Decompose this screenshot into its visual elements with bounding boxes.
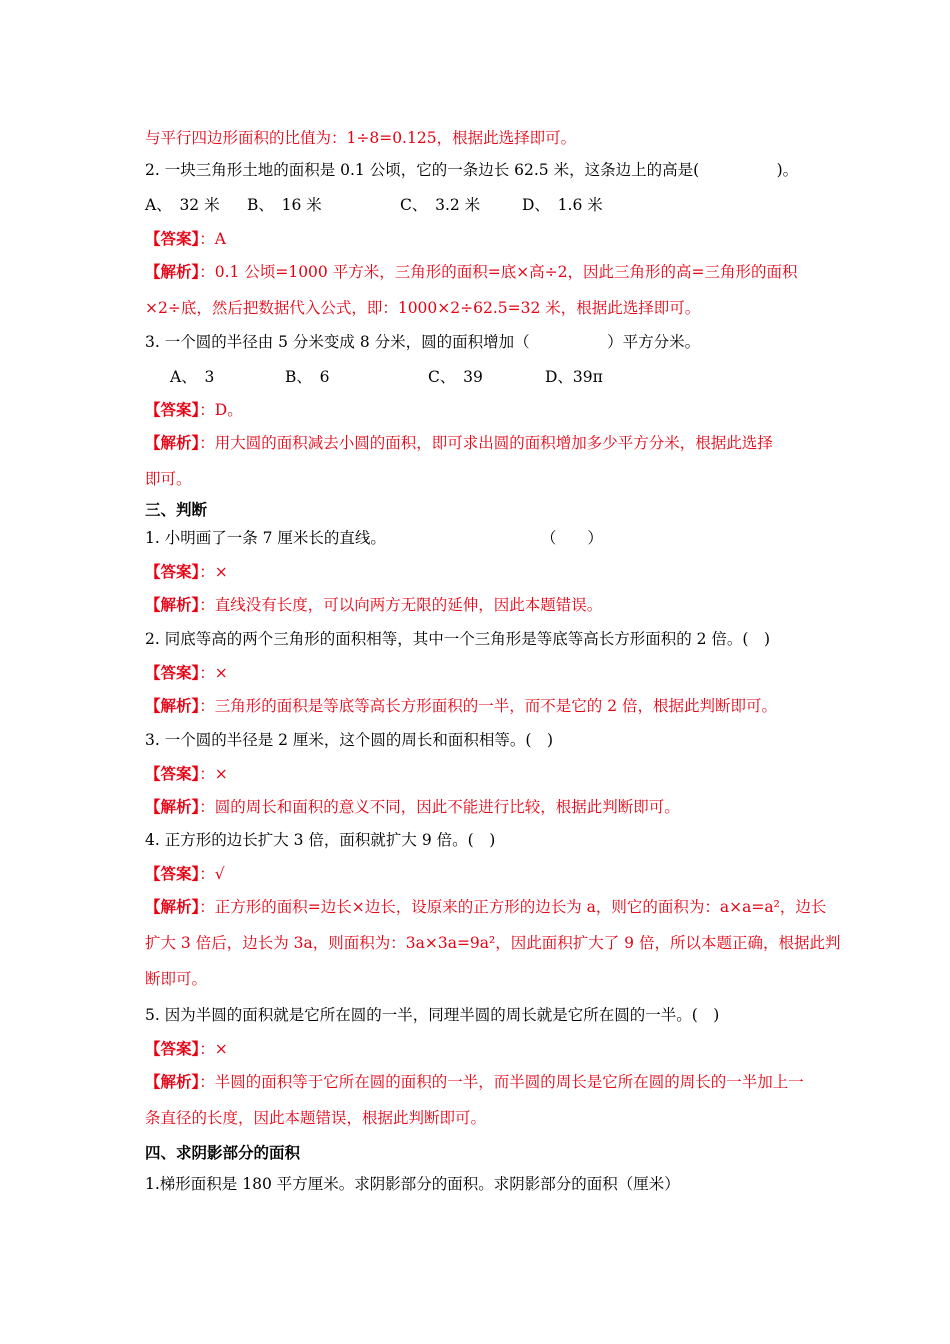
explanation-tag: 【解析】 [145,696,200,715]
judgement-2: 2. 同底等高的两个三角形的面积相等，其中一个三角形是等底等高长方形面积的 2 倍。( ) [145,630,771,648]
answer-tag: 【答案】 [145,864,200,883]
explanation-tag: 【解析】 [145,262,200,281]
explanation-line: 即可。 [145,470,192,488]
option-a: A、 32 米 [145,196,220,214]
answer-tag: 【答案】 [145,400,200,419]
explanation-text: ：半圆的面积等于它所在圆的面积的一半，而半圆的周长是它所在圆的周长的一半加上一 [199,1073,804,1091]
question-3-options [145,367,845,387]
section-heading-shaded-area: 四、求阴影部分的面积 [145,1143,301,1162]
explanation-line [145,897,826,917]
answer-line [145,764,228,784]
option-c: C、 3.2 米 [400,196,481,214]
explanation-text: ：用大圆的面积减去小圆的面积，即可求出圆的面积增加多少平方分米，根据此选择 [199,434,773,452]
answer-line [145,1039,228,1059]
answer-value: ：× [199,1040,228,1058]
explanation-line [145,433,773,453]
explanation-line: ×2÷底，然后把数据代入公式，即：1000×2÷62.5=32 米，根据此选择即可。 [145,299,701,317]
option-c: C、 39 [428,368,483,386]
answer-tag: 【答案】 [145,1039,200,1058]
explanation-text: ：0.1 公顷=1000 平方米，三角形的面积=底×高÷2，因此三角形的高=三角形的面积 [199,263,798,281]
option-b: B、 6 [285,368,330,386]
explanation-line [145,262,798,282]
answer-line [145,864,225,884]
explanation-tag: 【解析】 [145,595,200,614]
answer-line [145,400,243,420]
explanation-text: ：正方形的面积=边长×边长，设原来的正方形的边长为 a，则它的面积为：a×a=a²，边长 [199,898,827,916]
answer-tag: 【答案】 [145,229,200,248]
explanation-line: 条直径的长度，因此本题错误，根据此判断即可。 [145,1109,487,1127]
explanation-tag: 【解析】 [145,433,200,452]
judgement-4: 4. 正方形的边长扩大 3 倍，面积就扩大 9 倍。( ) [145,831,496,849]
explanation-line [145,1072,804,1092]
explanation-text: ：圆的周长和面积的意义不同，因此不能进行比较，根据此判断即可。 [199,798,680,816]
explanation-tag: 【解析】 [145,797,200,816]
answer-value: ：× [199,765,228,783]
question-2: 2. 一块三角形土地的面积是 0.1 公顷，它的一条边长 62.5 米，这条边上的高是( )。 [145,161,799,179]
explanation-line: 扩大 3 倍后，边长为 3a，则面积为：3a×3a=9a²，因此面积扩大了 9 倍，所以本题正确，根据此判 [145,934,841,952]
option-b: B、 16 米 [247,196,322,214]
option-d: D、39π [545,368,603,386]
answer-value: ：D。 [199,401,243,419]
question-3: 3. 一个圆的半径由 5 分米变成 8 分米，圆的面积增加（ ）平方分米。 [145,333,701,351]
answer-line [145,562,228,582]
answer-value: ：× [199,664,228,682]
answer-value: ：A [199,230,226,248]
answer-line [145,229,226,249]
section-heading-judgement: 三、判断 [145,500,208,519]
question-2-options [145,195,845,215]
explanation-line [145,595,602,615]
explanation-line [145,696,777,716]
explanation-line [145,797,680,817]
answer-tag: 【答案】 [145,663,200,682]
explanation-line: 断即可。 [145,970,208,988]
explanation-text: ：三角形的面积是等底等高长方形面积的一半，而不是它的 2 倍，根据此判断即可。 [199,697,777,715]
explanation-tag: 【解析】 [145,1072,200,1091]
answer-value: ：√ [199,865,225,883]
judgement-1: 1. 小明画了一条 7 厘米长的直线。 （ ） [145,529,603,547]
explanation-continuation: 与平行四边形面积的比值为：1÷8=0.125，根据此选择即可。 [145,129,577,147]
answer-value: ：× [199,563,228,581]
judgement-3: 3. 一个圆的半径是 2 厘米，这个圆的周长和面积相等。( ) [145,731,554,749]
answer-tag: 【答案】 [145,562,200,581]
option-d: D、 1.6 米 [522,196,603,214]
judgement-5: 5. 因为半圆的面积就是它所在圆的一半，同理半圆的周长就是它所在圆的一半。( ) [145,1006,720,1024]
answer-tag: 【答案】 [145,764,200,783]
answer-line [145,663,228,683]
shaded-question-1: 1.梯形面积是 180 平方厘米。求阴影部分的面积。求阴影部分的面积（厘米） [145,1175,680,1193]
option-a: A、 3 [170,368,215,386]
explanation-tag: 【解析】 [145,897,200,916]
explanation-text: ：直线没有长度，可以向两方无限的延伸，因此本题错误。 [199,596,603,614]
